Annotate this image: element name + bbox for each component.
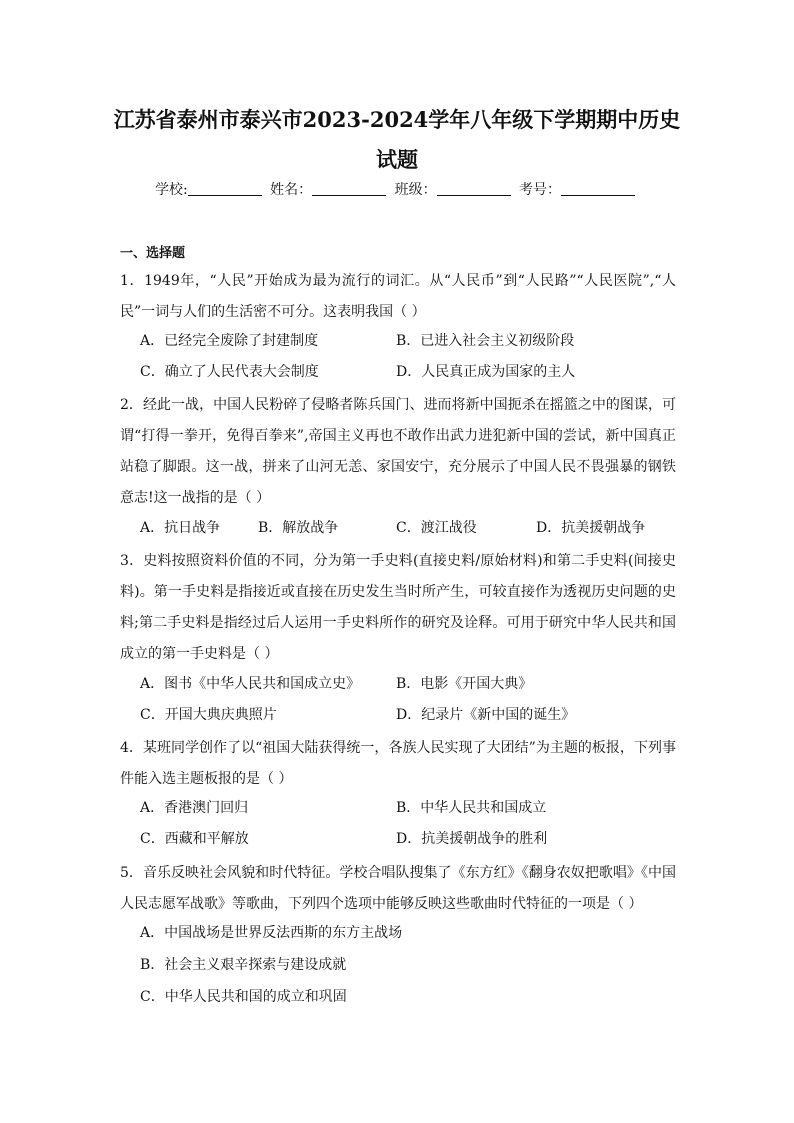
question-2: 2．经此一战，中国人民粉碎了侵略者陈兵国门、进而将新中国扼杀在摇篮之中的图谋，可谓“打得一拳开，免得百拳来”,帝国主义再也不敢作出武力进犯新中国的尝试，新中国真正站稳了脚跟。这一战，拼来了山河无恙、家国安宁，充分展示了中国人民不畏强暴的钢铁意志!这一战指的是（ ） — [120, 397, 676, 506]
exam-number-blank — [561, 181, 635, 196]
student-info-line — [0, 180, 794, 200]
q2-option-c: C．渡江战役 — [396, 520, 477, 536]
school-blank — [188, 181, 262, 196]
question-4: 4．某班同学创作了以“祖国大陆获得统一，各族人民实现了大团结”为主题的板报，下列事件能入选主题板报的是（ ） — [120, 740, 676, 787]
q3-option-b: B．电影《开国大典》 — [396, 676, 533, 692]
exam-title: 江苏省泰州市泰兴市2023-2024学年八年级下学期期中历史试题 — [113, 107, 681, 172]
q4-option-c: C．西藏和平解放 — [140, 831, 249, 847]
q3-option-d: D．纪录片《新中国的诞生》 — [396, 707, 576, 723]
q1-option-a: A．已经完全废除了封建制度 — [140, 333, 319, 349]
q5-option-a: A．中国战场是世界反法西斯的东方主战场 — [140, 925, 403, 941]
section-title: 一、选择题 — [120, 246, 186, 261]
q2-option-a: A．抗日战争 — [140, 520, 221, 536]
q3-option-c: C．开国大典庆典照片 — [140, 707, 277, 723]
exam-number-label: 考号： — [519, 182, 562, 198]
q2-option-d: D．抗美援朝战争 — [536, 520, 646, 536]
class-blank — [437, 181, 511, 196]
school-label: 学校: — [154, 182, 188, 198]
q5-option-b: B．社会主义艰辛探索与建设成就 — [140, 957, 347, 973]
q3-option-a: A．图书《中华人民共和国成立史》 — [140, 676, 361, 692]
q1-option-b: B．已进入社会主义初级阶段 — [396, 333, 575, 349]
class-label: 班级： — [394, 182, 437, 198]
q1-option-c: C．确立了人民代表大会制度 — [140, 364, 319, 380]
question-1: 1．1949年，“人民”开始成为最为流行的词汇。从“人民币”到“人民路”“人民医院”,“人民”一词与人们的生活密不可分。这表明我国（ ） — [120, 273, 676, 320]
q4-option-b: B．中华人民共和国成立 — [396, 800, 547, 816]
question-5: 5．音乐反映社会风貌和时代特征。学校合唱队搜集了《东方红》《翻身农奴把歌唱》《中国人民志愿军战歌》等歌曲，下列四个选项中能够反映这些歌曲时代特征的一项是（ ） — [120, 865, 676, 912]
q4-option-d: D．抗美援朝战争的胜利 — [396, 831, 548, 847]
q5-option-c: C．中华人民共和国的成立和巩固 — [140, 989, 347, 1005]
q1-option-d: D．人民真正成为国家的主人 — [396, 364, 576, 380]
q2-option-b: B．解放战争 — [258, 520, 339, 536]
q4-option-a: A．香港澳门回归 — [140, 800, 249, 816]
name-label: 姓名： — [270, 182, 313, 198]
question-3: 3．史料按照资料价值的不同，分为第一手史料(直接史料/原始材料)和第二手史料(间接史料)。第一手史料是指接近或直接在历史发生当时所产生，可较直接作为透视历史问题的史料;第二手史料是指经过后人运用一手史料所作的研究及诠释。可用于研究中华人民共和国成立的第一手史料是（ ） — [120, 553, 676, 662]
name-blank — [312, 181, 386, 196]
